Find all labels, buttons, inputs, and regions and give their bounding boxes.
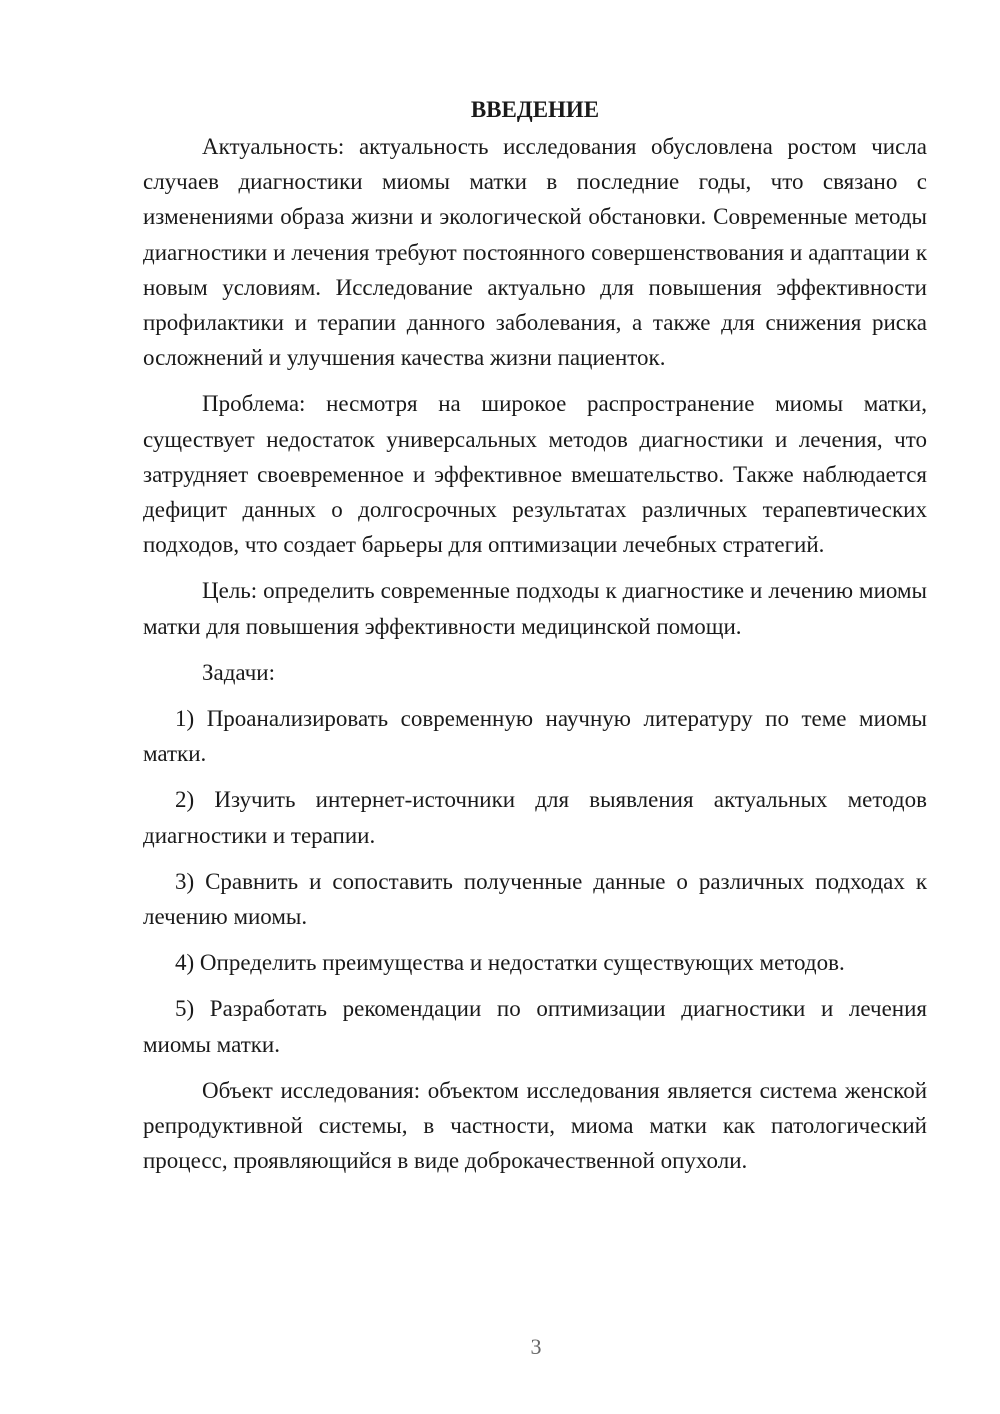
task-item-1: 1) Проанализировать современную научную литературу по теме миомы матки.: [143, 706, 927, 767]
paragraph-problem: Проблема: несмотря на широкое распространение миомы матки, существует недостаток универсальных методов диагностики и лечения, что затрудняет своевременное и эффективное вмешательство. Также наблюдается дефицит данных о долгосрочных результатах различных терапевтических подходов, что создает барьеры для оптимизации лечебных стратегий.: [143, 391, 927, 558]
task-item-3: 3) Сравнить и сопоставить полученные данные о различных подходах к лечению миомы.: [143, 868, 927, 930]
page-content: [143, 92, 927, 1178]
paragraph-goal: Цель: определить современные подходы к диагностике и лечению миомы матки для повышения эффективности медицинской помощи.: [143, 578, 927, 639]
page-number: 3: [530, 1334, 542, 1359]
tasks-list: [143, 701, 927, 1062]
task-item-5: 5) Разработать рекомендации по оптимизации диагностики и лечения миомы матки.: [143, 996, 927, 1057]
paragraph-relevance: Актуальность: актуальность исследования обусловлена ростом числа случаев диагностики миомы матки в последние годы, что связано с изменениями образа жизни и экологической обстановки. Современные методы диагностики и лечения требуют постоянного совершенствования и адаптации к новым условиям. Исследование актуально для повышения эффективности профилактики и терапии данного заболевания, а также для снижения риска осложнений и улучшения качества жизни пациенток.: [143, 134, 927, 371]
task-item-2: 2) Изучить интернет-источники для выявления актуальных методов диагностики и терапии.: [143, 787, 927, 848]
task-item-4: 4) Определить преимущества и недостатки существующих методов.: [175, 950, 845, 976]
tasks-heading: Задачи:: [202, 659, 275, 685]
section-title: ВВЕДЕНИЕ: [470, 97, 600, 122]
paragraph-object: Объект исследования: объектом исследования является система женской репродуктивной системы, в частности, миома матки как патологический процесс, проявляющийся в виде доброкачественной опухоли.: [143, 1077, 927, 1174]
